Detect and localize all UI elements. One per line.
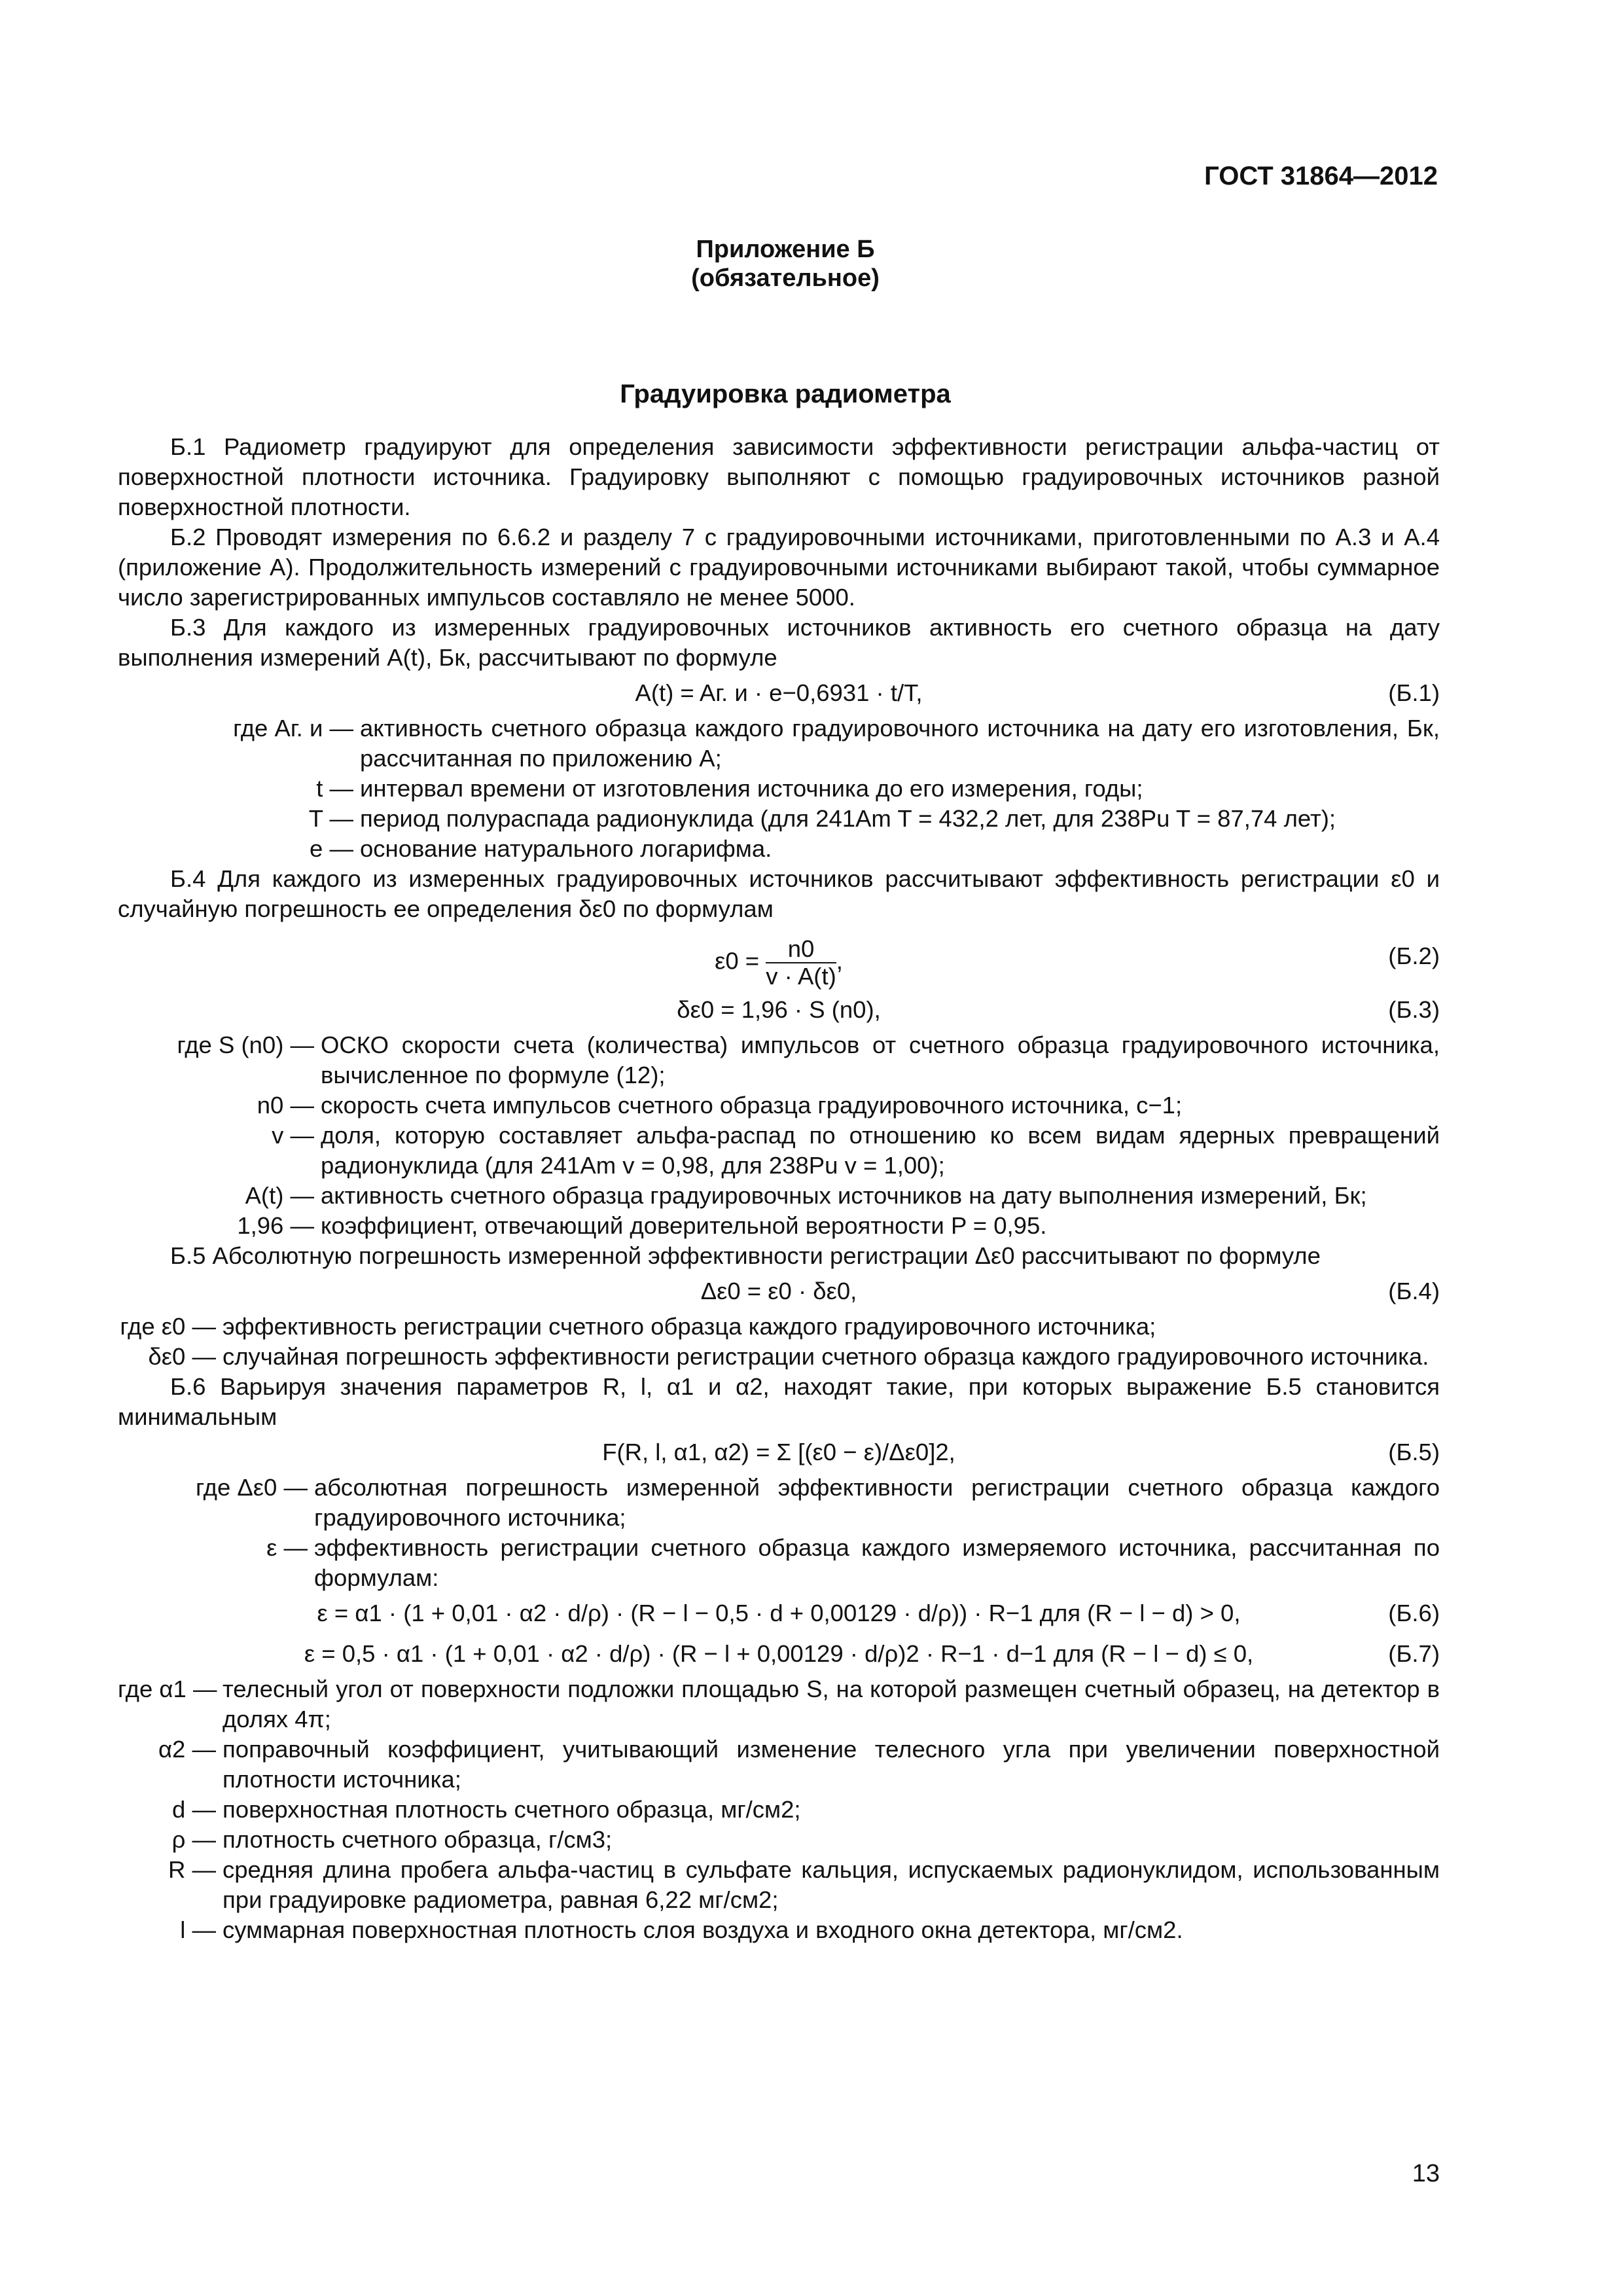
definition-term: ε — [266, 1534, 308, 1561]
definition-term: T — [308, 805, 353, 832]
definition-text: поправочный коэффициент, учитывающий изменение телесного угла при увеличении поверхностной плотности источника; [223, 1736, 1440, 1793]
formula-b3 [118, 990, 1440, 1030]
formula-b2-expression: ε0 = $\frac{n0}{v \cdot A(t)}$ , [715, 935, 843, 990]
definition-term: v — [272, 1122, 314, 1149]
paragraph-b1: Б.1 Радиометр градуируют для определения зависимости эффективности регистрации альфа-частиц от поверхностной плотности источника. Градуировку выполняют с помощью градуировочных источников разной поверхностной плотности. [118, 433, 1440, 520]
definition-term: α2 — [158, 1736, 216, 1763]
definition-text: период полураспада радионуклида (для 241Am T = 432,2 лет, для 238Pu T = 87,74 лет); [360, 805, 1336, 832]
formula-b4-number: (Б.4) [1388, 1278, 1440, 1304]
formula-b1 [118, 673, 1440, 713]
paragraph-b6: Б.6 Варьируя значения параметров R, l, α1 и α2, находят такие, при которых выражение Б.5 становится минимальным [118, 1373, 1440, 1430]
definition-text: эффективность регистрации счетного образца каждого измеряемого источника, рассчитанная по формулам: [314, 1534, 1440, 1591]
definition-text: поверхностная плотность счетного образца, мг/см2; [223, 1796, 801, 1823]
formula-b4 [118, 1271, 1440, 1312]
fraction [766, 936, 836, 990]
definition-term: l — [180, 1916, 216, 1943]
formula-b2 [118, 924, 1440, 990]
paragraph-b2: Б.2 Проводят измерения по 6.6.2 и разделу 7 с градуировочными источниками, приготовленными по А.3 и А.4 (приложение А). Продолжительность измерений с градуировочными источниками выбирают такой, чтобы суммарное число зарегистрированных импульсов составляло не менее 5000. [118, 524, 1440, 611]
formula-b6-number: (Б.6) [1388, 1600, 1440, 1626]
definition-text: скорость счета импульсов счетного образца градуировочного источника, с−1; [321, 1092, 1183, 1119]
document-body [118, 432, 1440, 1945]
formula-b3-number: (Б.3) [1388, 996, 1440, 1023]
formula-b5-expression: F(R, l, α1, α2) = Σ [(ε0 − ε)/Δε0]2, [602, 1439, 955, 1465]
definition-term: где S (n0) — [177, 1031, 314, 1058]
definition-term: где Δε0 — [195, 1474, 308, 1501]
definition-term: δε0 — [148, 1343, 216, 1370]
appendix-status: (обязательное) [691, 264, 880, 292]
formula-b3-expression: δε0 = 1,96 · S (n0), [677, 996, 881, 1023]
paragraph-b3: Б.3 Для каждого из измеренных градуировочных источников активность его счетного образца на дату выполнения измерений A(t), Бк, рассчитывают по формуле [118, 614, 1440, 671]
definition-term: где α1 — [118, 1676, 217, 1702]
formula-b5 [118, 1432, 1440, 1473]
definition-term: R — [168, 1856, 216, 1883]
formula-b5-number: (Б.5) [1388, 1439, 1440, 1465]
definition-text: активность счетного образца градуировочных источников на дату выполнения измерений, Бк; [321, 1182, 1367, 1209]
definitions-b5 [118, 1674, 1440, 1945]
definition-term: 1,96 — [237, 1212, 314, 1239]
definition-text: плотность счетного образца, г/см3; [223, 1826, 613, 1853]
definition-term: n0 — [257, 1092, 314, 1119]
fraction-numerator: n0 [766, 936, 836, 963]
formula-b1-number: (Б.1) [1388, 679, 1440, 706]
definitions-b2 [118, 1030, 1440, 1241]
formula-b6-expression: ε = α1 · (1 + 0,01 · α2 · d/ρ) · (R − l − 0,5 · d + 0,00129 · d/ρ)) · R−1 для (R − l − d) > 0, [317, 1600, 1241, 1626]
page-number: 13 [1412, 2160, 1440, 2187]
definition-term: e — [310, 835, 353, 862]
definition-term: где ε0 — [120, 1313, 216, 1340]
definition-text: доля, которую составляет альфа-распад по отношению ко всем видам ядерных превращений радионуклида (для 241Am v = 0,98, для 238Pu v = 1,00); [321, 1122, 1440, 1179]
definition-text: ОСКО скорости счета (количества) импульсов от счетного образца градуировочного источника, вычисленное по формуле (12); [321, 1031, 1440, 1088]
formula-b4-expression: Δε0 = ε0 · δε0, [700, 1278, 857, 1304]
definition-term: ρ — [171, 1826, 216, 1853]
formula-b7-number: (Б.7) [1388, 1640, 1440, 1667]
definition-term: A(t) — [245, 1182, 314, 1209]
definition-term: где Aг. и — [233, 715, 353, 742]
definition-text: абсолютная погрешность измеренной эффективности регистрации счетного образца каждого градуировочного источника; [314, 1474, 1440, 1531]
formula-b7 [118, 1634, 1440, 1674]
section-title: Градуировка радиометра [620, 380, 951, 408]
formula-b2-number: (Б.2) [1388, 942, 1440, 969]
appendix-title: Приложение Б [696, 236, 875, 263]
definition-text: телесный угол от поверхности подложки площадью S, на которой размещен счетный образец, на детектор в долях 4π; [223, 1676, 1440, 1732]
definition-text: суммарная поверхностная плотность слоя воздуха и входного окна детектора, мг/см2. [223, 1916, 1183, 1943]
fraction-denominator: v · A(t) [766, 963, 836, 990]
standard-header: ГОСТ 31864—2012 [1204, 162, 1438, 190]
definition-text: основание натурального логарифма. [360, 835, 772, 862]
definition-text: средняя длина пробега альфа-частиц в сульфате кальция, испускаемых радионуклидом, использованным при градуировке радиометра, равная 6,22 мг/см2; [223, 1856, 1440, 1913]
paragraph-b4: Б.4 Для каждого из измеренных градуировочных источников рассчитывают эффективность регистрации ε0 и случайную погрешность ее определения δε0 по формулам [118, 865, 1440, 922]
definition-text: случайная погрешность эффективности регистрации счетного образца каждого градуировочного источника. [223, 1343, 1429, 1370]
definition-text: эффективность регистрации счетного образца каждого градуировочного источника; [223, 1313, 1156, 1340]
definition-text: коэффициент, отвечающий доверительной вероятности P = 0,95. [321, 1212, 1047, 1239]
formula-b7-expression: ε = 0,5 · α1 · (1 + 0,01 · α2 · d/ρ) · (R − l + 0,00129 · d/ρ)2 · R−1 · d−1 для (R − l − d) ≤ 0, [304, 1640, 1254, 1667]
definition-term: d — [172, 1796, 216, 1823]
definitions-b4 [118, 1473, 1440, 1593]
definition-term: t — [316, 775, 353, 802]
formula-b1-expression: A(t) = Aг. и · e−0,6931 · t/T, [635, 679, 923, 706]
definitions-b1 [118, 713, 1440, 864]
definition-text: активность счетного образца каждого градуировочного источника на дату его изготовления, Бк, рассчитанная по приложению А; [360, 715, 1440, 772]
formula-b6 [118, 1593, 1440, 1634]
definition-text: интервал времени от изготовления источника до его измерения, годы; [360, 775, 1143, 802]
definitions-b3 [118, 1312, 1440, 1372]
formula-b2-lhs: ε0 = [715, 947, 760, 975]
paragraph-b5: Б.5 Абсолютную погрешность измеренной эффективности регистрации Δε0 рассчитывают по формуле [170, 1242, 1321, 1269]
